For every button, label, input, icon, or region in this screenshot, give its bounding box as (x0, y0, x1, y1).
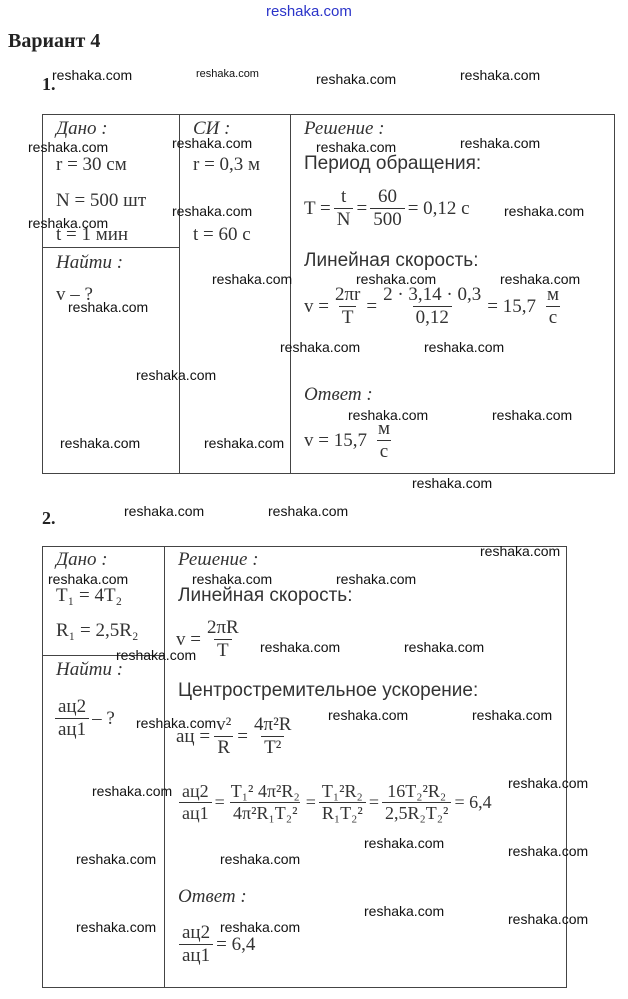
watermark: reshaka.com (28, 215, 109, 231)
problem2-number: 2. (42, 508, 56, 528)
p1-period-result: = 0,12 с (407, 197, 470, 219)
watermark: reshaka.com (136, 715, 217, 731)
watermark: reshaka.com (92, 783, 173, 799)
p2-find-header: Найти : (56, 659, 124, 680)
p2-ratio-frac2 (319, 781, 366, 824)
p2-ratio-frac1-den: 4π²R₁T₂² (230, 802, 300, 824)
watermark: reshaka.com (124, 503, 205, 519)
p1-given-r: r = 30 см (56, 154, 127, 175)
p2-accel-lhs: aц = (176, 725, 211, 747)
problem2-divider (164, 546, 165, 987)
watermark: reshaka.com (480, 543, 561, 559)
p1-period-frac1-den: N (334, 208, 354, 231)
p1-period-frac1 (334, 186, 354, 231)
watermark: reshaka.com (508, 843, 589, 859)
watermark: reshaka.com (348, 407, 429, 423)
p1-period-label: Период обращения: (304, 153, 482, 174)
p2-speed-label: Линейная скорость: (178, 585, 353, 606)
watermark: reshaka.com (220, 919, 301, 935)
p1-speed-equation (304, 284, 565, 329)
watermark: reshaka.com (204, 435, 285, 451)
variant-title: Вариант 4 (8, 30, 101, 52)
p2-ratio-frac3 (382, 781, 451, 824)
p2-answer-frac-num: aц2 (182, 922, 211, 943)
watermark: reshaka.com (268, 503, 349, 519)
p1-period-equation (304, 186, 470, 231)
p1-speed-frac1 (332, 284, 363, 329)
watermark: reshaka.com (68, 299, 149, 315)
p1-given-N: N = 500 шт (56, 190, 147, 211)
p1-given-t: t = 1 мин (56, 224, 129, 245)
watermark: reshaka.com (364, 903, 445, 919)
p2-accel-frac2-den: T² (261, 736, 284, 759)
p1-si-r: r = 0,3 м (193, 154, 261, 175)
p2-ratio-eq2: = (305, 792, 316, 812)
p1-answer-lhs: v = 15,7 (304, 429, 367, 451)
p1-find-header: Найти : (56, 252, 124, 273)
watermark: reshaka.com (412, 475, 493, 491)
p1-period-frac2-den: 500 (370, 208, 405, 231)
p1-speed-unit-num: м (546, 284, 560, 305)
watermark: reshaka.com (316, 139, 397, 155)
watermark: reshaka.com (116, 647, 197, 663)
problem1-divider-1 (179, 114, 180, 473)
p2-find-equation (52, 696, 115, 741)
p2-ratio-result: = 6,4 (454, 792, 492, 812)
p2-find-frac (55, 696, 89, 741)
watermark: reshaka.com (48, 571, 129, 587)
watermark: reshaka.com (28, 139, 109, 155)
watermark: reshaka.com (172, 135, 253, 151)
p2-ratio-eq1: = (214, 792, 225, 812)
p2-solution-header: Решение : (178, 549, 259, 570)
p2-ratio-lhs-num: aц2 (182, 781, 209, 801)
p1-speed-frac2-den: 0,12 (413, 306, 452, 329)
p2-ratio-equation (176, 781, 492, 824)
p2-ratio-lhs-den: aц1 (179, 802, 212, 824)
p1-speed-unit-den: с (546, 306, 560, 329)
p1-answer-equation (304, 418, 396, 463)
p2-speed-lhs: v = (176, 628, 201, 650)
p2-speed-frac-den: T (214, 639, 232, 662)
p1-speed-eq-sign: = (366, 295, 378, 317)
watermark: reshaka.com (212, 271, 293, 287)
p2-accel-frac2-num: 4π²R (254, 714, 292, 735)
watermark: reshaka.com (76, 919, 157, 935)
watermark: reshaka.com (328, 707, 409, 723)
watermark: reshaka.com (336, 571, 417, 587)
watermark: reshaka.com (500, 271, 581, 287)
p2-ratio-frac1 (228, 781, 303, 824)
watermark: reshaka.com (508, 911, 589, 927)
p1-answer-unit-num: м (377, 418, 390, 439)
watermark: reshaka.com (472, 707, 553, 723)
p1-speed-unit (544, 284, 562, 329)
p2-find-frac-num: aц2 (58, 696, 87, 717)
p2-given-T: T₁ = 4T₂ (56, 585, 123, 606)
watermark: reshaka.com (492, 407, 573, 423)
watermark: reshaka.com (60, 435, 141, 451)
p2-accel-eq-sign: = (237, 725, 248, 747)
p2-ratio-frac2-den: R₁T₂² (319, 802, 366, 824)
p1-speed-frac2-num: 2 · 3,14 · 0,3 (383, 284, 482, 305)
p2-accel-frac2 (251, 714, 294, 759)
p2-accel-frac1 (213, 714, 234, 759)
problem1-given-divider (42, 247, 180, 248)
p2-given-header: Дано : (56, 549, 108, 570)
p2-ratio-eq3: = (368, 792, 379, 812)
p1-speed-frac1-num: 2πr (334, 284, 361, 305)
watermark: reshaka.com (364, 835, 445, 851)
watermark: reshaka.com (136, 367, 217, 383)
watermark: reshaka.com (424, 339, 505, 355)
watermark: reshaka.com (260, 639, 341, 655)
p2-ratio-frac1-num: T₁² 4π²R₂ (230, 781, 300, 801)
watermark: reshaka.com (192, 571, 273, 587)
p2-given-R: R₁ = 2,5R₂ (56, 620, 139, 641)
p1-speed-label: Линейная скорость: (304, 250, 479, 271)
p1-speed-lhs: v = (304, 295, 329, 317)
p2-find-frac-den: aц1 (55, 718, 89, 741)
p2-find-q: – ? (92, 707, 115, 729)
p1-answer-unit-den: с (377, 440, 391, 463)
watermark: reshaka.com (280, 339, 361, 355)
problem1-divider-2 (290, 114, 291, 473)
p1-solution-header: Решение : (304, 118, 385, 139)
problem1-number: 1. (42, 74, 56, 94)
p2-speed-frac (204, 617, 242, 662)
p2-ratio-lhs (179, 781, 212, 824)
p1-given-header: Дано : (56, 118, 108, 139)
watermark: reshaka.com (172, 203, 253, 219)
p2-answer-header: Ответ : (178, 886, 247, 907)
p1-period-eq-sign: = (356, 197, 368, 219)
p2-ratio-frac3-den: 2,5R₂T₂² (382, 802, 451, 824)
p2-answer-frac-den: aц1 (179, 944, 213, 967)
watermark: reshaka.com (316, 71, 397, 87)
watermark: reshaka.com (508, 775, 589, 791)
p1-find-v: v – ? (56, 284, 93, 305)
p1-si-t: t = 60 с (193, 224, 251, 245)
watermark: reshaka.com (404, 639, 485, 655)
p1-period-lhs: T = (304, 197, 331, 219)
watermark: reshaka.com (460, 135, 541, 151)
watermark: reshaka.com (504, 203, 585, 219)
watermark: reshaka.com (196, 68, 259, 80)
p2-accel-label: Центростремительное ускорение: (178, 680, 479, 701)
p1-speed-frac1-den: T (339, 306, 357, 329)
p2-accel-frac1-den: R (214, 736, 233, 759)
p2-accel-frac1-num: v² (216, 714, 232, 735)
p2-ratio-frac3-num: 16T₂²R₂ (387, 781, 447, 801)
p1-answer-unit (375, 418, 393, 463)
watermark: reshaka.com (52, 67, 133, 83)
p1-period-frac2 (370, 186, 405, 231)
p2-answer-frac (179, 922, 213, 967)
site-watermark-top[interactable]: reshaka.com (266, 3, 352, 20)
p1-speed-result: = 15,7 (487, 295, 536, 317)
watermark: reshaka.com (220, 851, 301, 867)
p2-speed-frac-num: 2πR (206, 617, 239, 638)
watermark: reshaka.com (460, 67, 541, 83)
p1-answer-header: Ответ : (304, 384, 373, 405)
watermark: reshaka.com (356, 271, 437, 287)
p1-speed-frac2 (380, 284, 484, 329)
p2-answer-result: = 6,4 (216, 933, 256, 955)
p1-si-header: СИ : (193, 118, 231, 139)
p2-ratio-frac2-num: T₁²R₂ (321, 781, 363, 801)
p1-period-frac2-num: 60 (377, 186, 397, 207)
p1-period-frac1-num: t (340, 186, 347, 207)
watermark: reshaka.com (76, 851, 157, 867)
